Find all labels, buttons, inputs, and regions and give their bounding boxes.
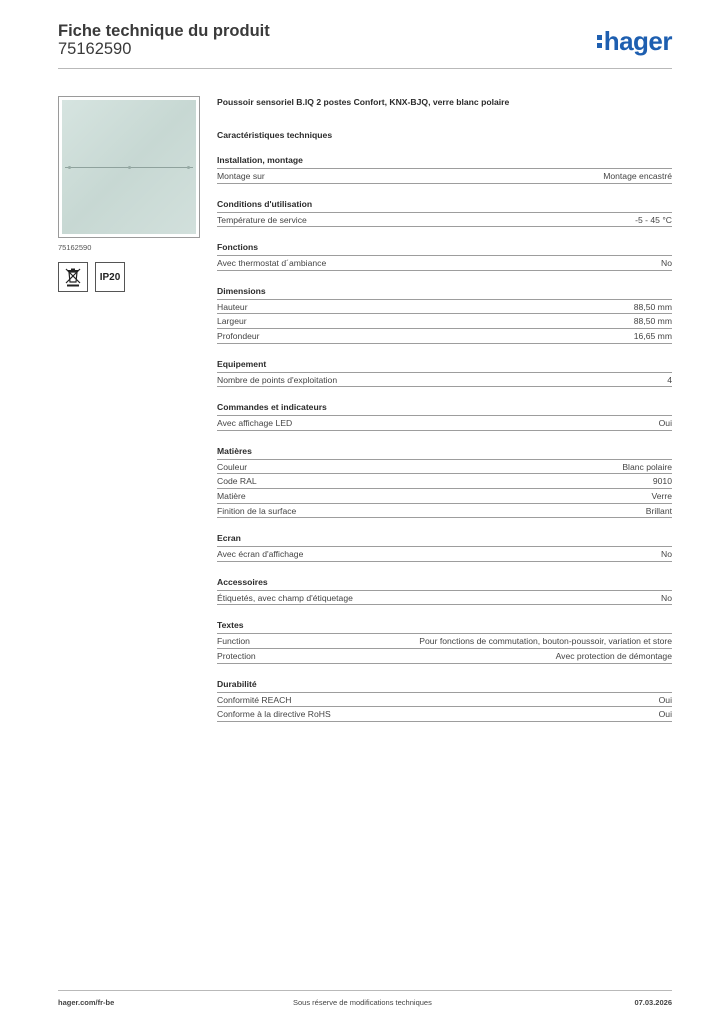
page-header (58, 22, 672, 58)
spec-group-title: Durabilité (217, 678, 672, 693)
spec-value: Brillant (645, 505, 672, 516)
weee-bin-icon (58, 262, 88, 292)
page-title: Fiche technique du produit (58, 22, 270, 40)
product-mark-left (68, 166, 71, 169)
spec-value: 88,50 mm (633, 316, 672, 327)
spec-group (217, 576, 672, 606)
spec-group (217, 401, 672, 431)
spec-row (217, 649, 672, 664)
spec-label: Montage sur (217, 171, 265, 181)
spec-row (217, 474, 672, 489)
spec-group-title: Equipement (217, 358, 672, 373)
spec-group (217, 241, 672, 271)
spec-label: Protection (217, 650, 256, 661)
spec-group-title: Accessoires (217, 576, 672, 591)
spec-value: Verre (651, 490, 672, 501)
spec-row (217, 213, 672, 228)
spec-label: Étiquetés, avec champ d'étiquetage (217, 592, 353, 603)
hager-logo (597, 28, 672, 54)
product-image (58, 96, 200, 238)
spec-group (217, 285, 672, 344)
footer-website-link[interactable]: hager.com/fr-be (58, 998, 115, 1007)
spec-row (217, 460, 672, 475)
spec-value: Pour fonctions de commutation, bouton-poussoir, variation et store (419, 636, 672, 647)
spec-row (217, 504, 672, 519)
spec-label: Conformité REACH (217, 694, 292, 705)
spec-group (217, 619, 672, 663)
footer-disclaimer: Sous réserve de modifications techniques (293, 998, 432, 1007)
spec-group-title: Dimensions (217, 285, 672, 300)
product-mark-center (128, 166, 131, 169)
logo-text: hager (603, 26, 672, 56)
spec-label: Matière (217, 490, 246, 501)
spec-group (217, 678, 672, 722)
spec-label: Conforme à la directive RoHS (217, 709, 331, 720)
spec-group (217, 154, 672, 184)
product-reference: 75162590 (58, 40, 132, 58)
spec-label: Function (217, 636, 250, 647)
spec-group-title: Conditions d'utilisation (217, 198, 672, 213)
spec-group-title: Commandes et indicateurs (217, 401, 672, 416)
spec-group-title: Ecran (217, 532, 672, 547)
spec-label: Couleur (217, 461, 248, 472)
spec-group (217, 198, 672, 228)
ip-rating-icon (95, 262, 125, 292)
spec-label: Finition de la surface (217, 505, 297, 516)
spec-value: No (661, 258, 672, 269)
ip-rating-label: IP20 (99, 271, 121, 283)
product-mark-right (187, 166, 190, 169)
spec-row (217, 300, 672, 315)
spec-group-title: Installation, montage (217, 154, 672, 169)
product-content (217, 96, 672, 722)
spec-value: -5 - 45 °C (635, 214, 672, 225)
spec-label: Hauteur (217, 301, 248, 312)
spec-label: Avec thermostat d´ambiance (217, 258, 327, 269)
spec-value: 4 (667, 374, 672, 385)
spec-label: Température de service (217, 214, 307, 225)
spec-label: Nombre de points d'exploitation (217, 374, 338, 385)
spec-label: Profondeur (217, 330, 260, 341)
spec-group (217, 445, 672, 518)
spec-row (217, 169, 672, 184)
spec-value: 88,50 mm (633, 301, 672, 312)
header-divider (58, 68, 672, 69)
spec-value: No (661, 549, 672, 560)
spec-value: Avec protection de démontage (555, 650, 672, 661)
section-title: Caractéristiques techniques (217, 130, 333, 140)
characteristics-list (217, 154, 672, 722)
spec-row (217, 591, 672, 606)
spec-row (217, 314, 672, 329)
spec-group-title: Textes (217, 619, 672, 634)
spec-row (217, 329, 672, 344)
image-caption: 75162590 (58, 243, 92, 252)
spec-group-title: Fonctions (217, 241, 672, 256)
product-name: Poussoir sensoriel B.IQ 2 postes Confort, KNX-BJQ, verre blanc polaire (217, 97, 510, 107)
spec-value: Oui (658, 709, 672, 720)
spec-row (217, 416, 672, 431)
spec-row (217, 634, 672, 649)
spec-row (217, 489, 672, 504)
spec-label: Avec affichage LED (217, 418, 293, 429)
spec-row (217, 256, 672, 271)
logo-dots-icon (597, 35, 603, 49)
spec-value: Oui (658, 418, 672, 429)
spec-label: Avec écran d'affichage (217, 549, 304, 560)
spec-row (217, 693, 672, 708)
spec-value: No (661, 592, 672, 603)
spec-value: Oui (658, 694, 672, 705)
spec-row (217, 547, 672, 562)
footer-divider (58, 990, 672, 991)
spec-group (217, 358, 672, 388)
spec-value: 9010 (652, 476, 672, 487)
spec-label: Code RAL (217, 476, 257, 487)
spec-value: Montage encastré (603, 171, 672, 181)
spec-group (217, 532, 672, 562)
footer-date: 07.03.2026 (634, 998, 672, 1007)
spec-row (217, 707, 672, 722)
spec-label: Largeur (217, 316, 247, 327)
spec-group-title: Matières (217, 445, 672, 460)
spec-value: 16,65 mm (633, 330, 672, 341)
spec-row (217, 373, 672, 388)
spec-value: Blanc polaire (622, 461, 672, 472)
